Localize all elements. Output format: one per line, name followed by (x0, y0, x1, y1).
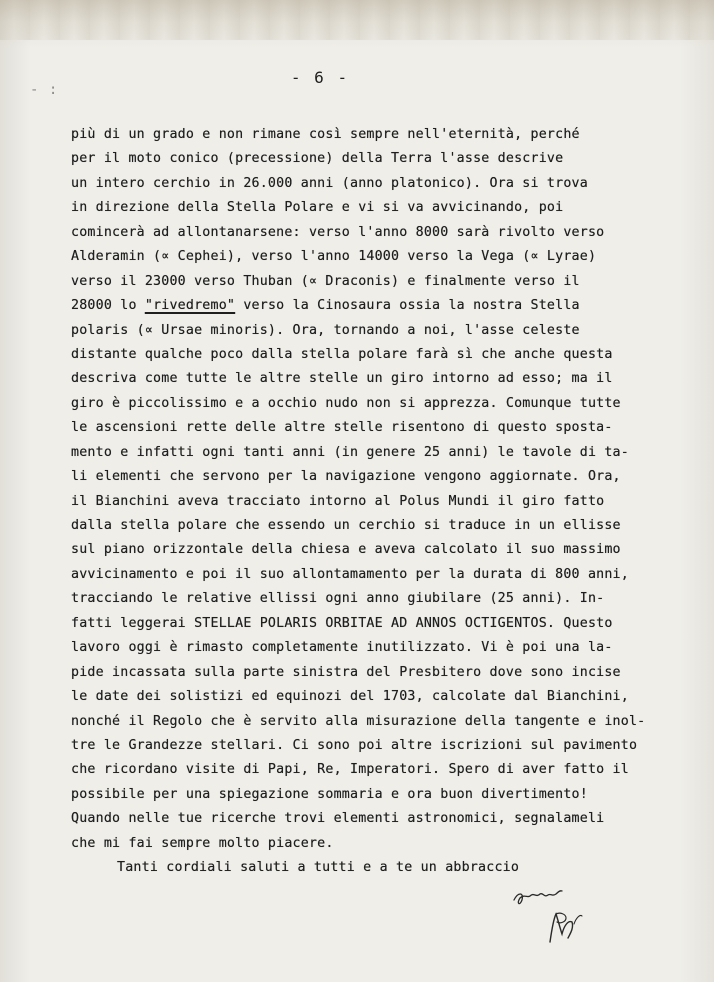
text-line: Quando nelle tue ricerche trovi elementi astronomici, segnalameli (71, 811, 605, 827)
text-line (71, 294, 691, 318)
text-line: un intero cerchio in 26.000 anni (anno platonico). Ora si trova (71, 175, 588, 191)
margin-mark: - : (30, 82, 59, 98)
text-line: il Bianchini aveva tracciato intorno al Polus Mundi il giro fatto (71, 493, 605, 509)
text-line: descriva come tutte le altre stelle un giro intorno ad esso; ma il (71, 371, 613, 387)
text-line: verso il 23000 verso Thuban (∝ Draconis) e finalmente verso il (71, 273, 580, 289)
text-segment: verso la Cinosaura ossia la nostra Stella (235, 298, 580, 314)
text-line: tracciando le relative ellissi ogni anno giubilare (25 anni). In- (71, 591, 605, 607)
text-line: avvicinamento e poi il suo allontamamento per la durata di 800 anni, (71, 566, 629, 582)
paper-fold-shadow (0, 0, 714, 40)
text-line: che ricordano visite di Papi, Re, Imperatori. Spero di aver fatto il (71, 762, 629, 778)
text-line: nonché il Regolo che è servito alla misurazione della tangente e inol- (71, 713, 646, 729)
page-number: - 6 - (290, 68, 350, 87)
signature-drawing (510, 884, 590, 954)
text-line: lavoro oggi è rimasto completamente inutilizzato. Vi è poi una la- (71, 640, 613, 656)
text-line: tre le Grandezze stellari. Ci sono poi altre iscrizioni sul pavimento (71, 737, 638, 753)
text-line: li elementi che servono per la navigazione vengono aggiornate. Ora, (71, 469, 621, 485)
letter-body (71, 123, 691, 881)
text-line: polaris (∝ Ursae minoris). Ora, tornando a noi, l'asse celeste (71, 322, 580, 338)
text-line: mento e infatti ogni tanti anni (in genere 25 anni) le tavole di ta- (71, 444, 629, 460)
text-line: pide incassata sulla parte sinistra del Presbitero dove sono incise (71, 664, 621, 680)
text-line: fatti leggerai STELLAE POLARIS ORBITAE AD ANNOS OCTIGENTOS. Questo (71, 615, 613, 631)
text-segment: 28000 lo (71, 298, 145, 314)
text-line: le ascensioni rette delle altre stelle risentono di questo sposta- (71, 420, 613, 436)
text-line: dalla stella polare che essendo un cerchio si traduce in un ellisse (71, 518, 621, 533)
handwritten-signature-icon (510, 884, 590, 954)
text-line: più di un grado e non rimane così sempre nell'eternità, perché (71, 127, 580, 142)
text-line: distante qualche poco dalla stella polare farà sì che anche questa (71, 346, 613, 362)
text-line: le date dei solistizi ed equinozi del 1703, calcolate dal Bianchini, (71, 689, 629, 705)
text-line: Tanti cordiali saluti a tutti e a te un abbraccio (117, 860, 520, 876)
text-line: Alderamin (∝ Cephei), verso l'anno 14000 verso la Vega (∝ Lyrae) (71, 249, 597, 265)
text-line: in direzione della Stella Polare e vi si va avvicinando, poi (71, 200, 564, 216)
text-line: sul piano orizzontale della chiesa e aveva calcolato il suo massimo (71, 542, 621, 558)
text-line: per il moto conico (precessione) della Terra l'asse descrive (71, 151, 564, 167)
underlined-word: "rivedremo" (144, 298, 236, 314)
text-line: che mi fai sempre molto piacere. (71, 835, 334, 851)
text-line: comincerà ad allontanarsene: verso l'anno 8000 sarà rivolto verso (71, 224, 605, 240)
text-line: possibile per una spiegazione sommaria e ora buon divertimento! (71, 786, 588, 802)
text-line: giro è piccolissimo e a occhio nudo non si apprezza. Comunque tutte (71, 395, 621, 411)
